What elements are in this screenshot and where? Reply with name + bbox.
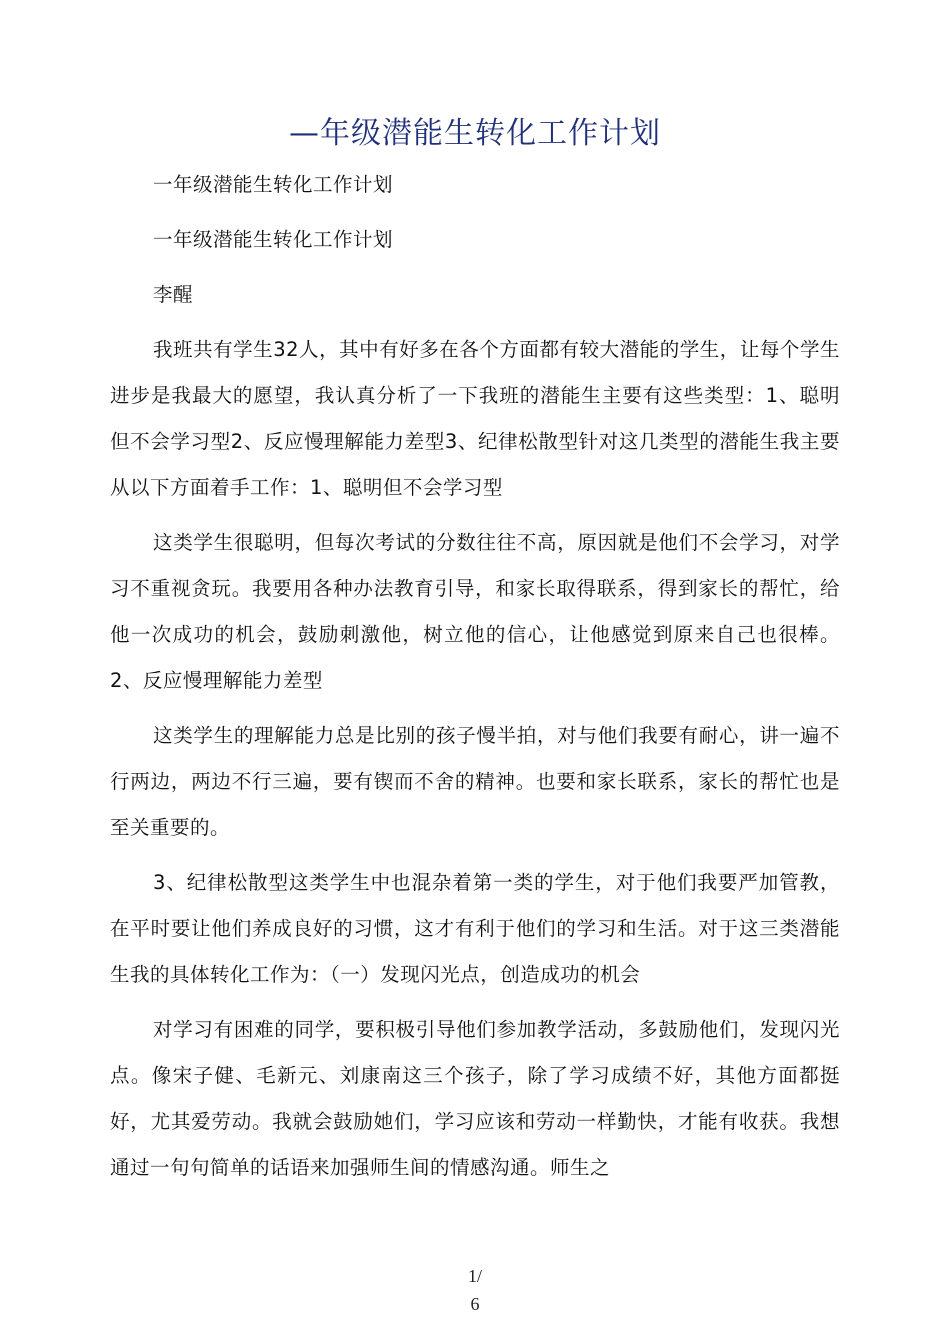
subtitle-line-2: 一年级潜能生转化工作计划 [153, 228, 394, 251]
author-name: 李醒 [153, 283, 194, 306]
page-number-current: 1/ [467, 1266, 482, 1286]
body-paragraph: 对学习有困难的同学，要积极引导他们参加教学活动，多鼓励他们，发现闪光点。像宋子健、毛新元、刘康南这三个孩子，除了学习成绩不好，其他方面都挺好，尤其爱劳动。我就会鼓励她们，学习应该和劳动一样勤快，才能有收获。我想通过一句句简单的话语来加强师生间的情感沟通。师生之 [110, 1018, 840, 1179]
body-paragraph: 这类学生很聪明，但每次考试的分数往往不高，原因就是他们不会学习，对学习不重视贪玩。我要用各种办法教育引导，和家长取得联系，得到家长的帮忙，给他一次成功的机会，鼓励刺激他，树立他的信心，让他感觉到原来自己也很棒。2、反应慢理解能力差型 [110, 531, 840, 692]
page-number-total: 6 [470, 1294, 480, 1314]
document-title: —年级潜能生转化工作计划 [289, 116, 661, 151]
subtitle-line-1: 一年级潜能生转化工作计划 [153, 173, 394, 196]
body-paragraph: 我班共有学生32人，其中有好多在各个方面都有较大潜能的学生，让每个学生进步是我最大的愿望，我认真分析了一下我班的潜能生主要有这些类型：1、聪明但不会学习型2、反应慢理解能力差型3、纪律松散型针对这几类型的潜能生我主要从以下方面着手工作：1、聪明但不会学习型 [110, 338, 840, 499]
body-paragraph: 3、纪律松散型这类学生中也混杂着第一类的学生，对于他们我要严加管教，在平时要让他们养成良好的习惯，这才有利于他们的学习和生活。对于这三类潜能生我的具体转化工作为：（一）发现闪光点，创造成功的机会 [110, 871, 840, 986]
document-body [110, 162, 840, 1200]
page-number [0, 1262, 950, 1318]
body-paragraph: 这类学生的理解能力总是比别的孩子慢半拍，对与他们我要有耐心，讲一遍不行两边，两边不行三遍，要有锲而不舍的精神。也要和家长联系，家长的帮忙也是至关重要的。 [110, 724, 840, 839]
